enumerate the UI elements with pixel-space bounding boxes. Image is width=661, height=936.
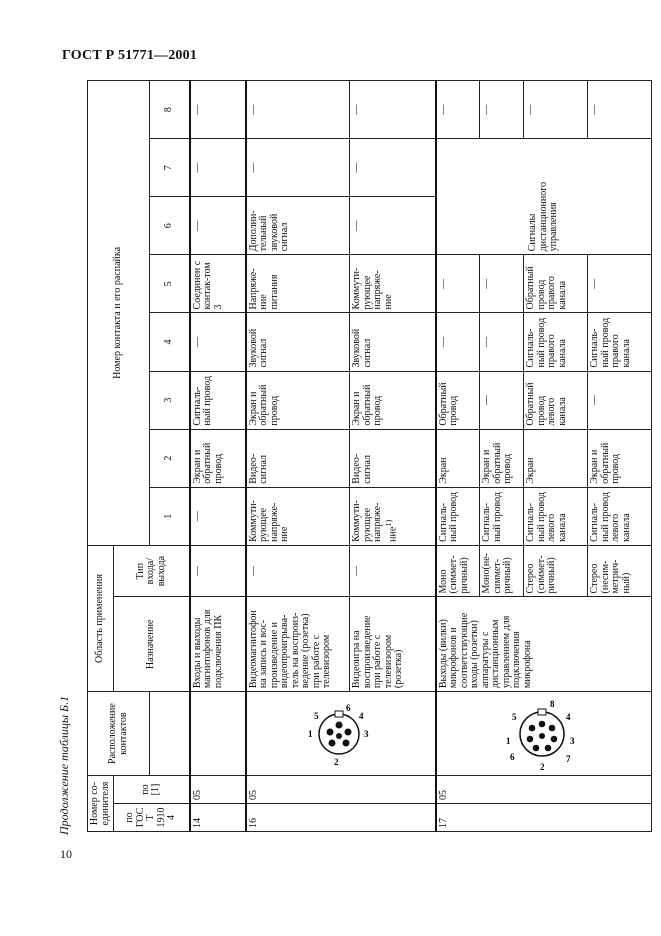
- pin-label: 8: [550, 698, 555, 709]
- cell-io-type: —: [190, 545, 246, 597]
- cell-c2: Экран: [524, 429, 588, 487]
- cell-c3: Обратный провод левого канала: [524, 371, 588, 429]
- cell-c3: Экран и обратный провод: [246, 371, 350, 429]
- cell-c2: Экран и обратный провод: [190, 429, 246, 487]
- cell-c8: —: [350, 81, 436, 139]
- cell-ref: 05: [190, 776, 246, 804]
- header-name: Назначение: [114, 597, 190, 692]
- cell-ref: 05: [246, 776, 436, 804]
- table-caption: Продолжение таблицы Б.1: [57, 695, 71, 835]
- cell-c3: —: [588, 371, 652, 429]
- header-contact-6: 6: [150, 197, 190, 255]
- cell-c7: —: [246, 139, 350, 197]
- cell-c1: Сигналь-ный провод: [436, 487, 480, 545]
- header-contact-7: 7: [150, 139, 190, 197]
- cell-c2: Экран и обратный провод: [480, 429, 524, 487]
- pin-label: 2: [333, 756, 339, 767]
- cell-name: Видеомагнитофон на запись и вос-произведение и видеопроигрыва-тель на воспроиз-ведение (розетка) при работе с телевизором: [246, 597, 350, 692]
- cell-connector: [246, 692, 436, 776]
- pin-label: 2: [540, 761, 545, 772]
- cell-c8: —: [246, 81, 350, 139]
- rotated-table-container: [87, 80, 632, 832]
- cell-c1: Сигналь-ный провод левого канала: [588, 487, 652, 545]
- header-io-type: Тип входа/выхода: [114, 545, 190, 597]
- cell-c1: [350, 487, 436, 545]
- c1-text: Коммути-рующее напряже-ние: [351, 500, 398, 542]
- page-header: ГОСТ Р 51771—2001: [62, 48, 198, 63]
- cell-gost: 17: [436, 804, 652, 832]
- cell-c3: Обратный провод: [436, 371, 480, 429]
- cell-c4: Звуковой сигнал: [246, 313, 350, 371]
- cell-c4: —: [480, 313, 524, 371]
- cell-connector: [190, 692, 246, 776]
- cell-c5: Обратный провод правого канала: [524, 255, 588, 313]
- cell-gost: 14: [190, 804, 246, 832]
- cell-c4: Сигналь-ный провод правого канала: [588, 313, 652, 371]
- cell-c6: —: [350, 197, 436, 255]
- cell-c6-c7-merged: Сигналы дистанционного управления: [436, 139, 652, 255]
- cell-c1: Сигналь-ный провод левого канала: [524, 487, 588, 545]
- pin-label: 3: [570, 735, 575, 746]
- pin-label: 1: [307, 728, 313, 739]
- cell-c8: —: [190, 81, 246, 139]
- cell-c5: —: [588, 255, 652, 313]
- cell-c8: —: [588, 81, 652, 139]
- cell-c3: —: [480, 371, 524, 429]
- pin-label: 5: [313, 710, 319, 721]
- cell-io-type: —: [246, 545, 350, 597]
- cell-c3: Сигналь-ный провод: [190, 371, 246, 429]
- header-contact-5: 5: [150, 255, 190, 313]
- cell-c8: —: [524, 81, 588, 139]
- connector-table: [87, 80, 652, 832]
- header-connector-number: Номер со-единителя: [88, 776, 114, 832]
- cell-c6: Дополни-тельный звуковой сигнал: [246, 197, 350, 255]
- cell-io-type: Стерео (несим-метрич-ный): [588, 545, 652, 597]
- page-number: 10: [60, 847, 72, 861]
- cell-io-type: Моно (симмет-ричный): [436, 545, 480, 597]
- cell-c6: —: [190, 197, 246, 255]
- cell-io-type: Стерео (симмет-ричный): [524, 545, 588, 597]
- cell-c2: Видео-сигнал: [246, 429, 350, 487]
- cell-name: Выходы (вилки) микрофонов и соответствующие входы (розетки) аппаратуры с дистанционным управлением для подключения микрофона: [436, 597, 652, 692]
- cell-c4: —: [436, 313, 480, 371]
- cell-c2: Видео-сигнал: [350, 429, 436, 487]
- header-contact-4: 4: [150, 313, 190, 371]
- header-contact-layout: Расположение контактов: [88, 692, 150, 776]
- pin-label: 7: [566, 753, 571, 764]
- pin-label: 4: [358, 710, 364, 721]
- header-by-ref: по [1]: [114, 776, 190, 804]
- header-contact-8: 8: [150, 81, 190, 139]
- header-by-gost: по ГОСТ 19104: [114, 804, 190, 832]
- cell-c7: —: [190, 139, 246, 197]
- cell-c1: Коммути-рующее напряже-ние: [246, 487, 350, 545]
- cell-io-type: —: [350, 545, 436, 597]
- cell-gost: 16: [246, 804, 436, 832]
- pin-label: 3: [363, 728, 369, 739]
- header-contact-layout-blank: [150, 692, 190, 776]
- cell-ref: 05: [436, 776, 652, 804]
- header-application-area: Область применения: [88, 545, 114, 691]
- cell-c2: Экран и обратный провод: [588, 429, 652, 487]
- header-contact-2: 2: [150, 429, 190, 487]
- cell-c4: Звуковой сигнал: [350, 313, 436, 371]
- cell-c8: —: [480, 81, 524, 139]
- pin-label: 6: [510, 751, 515, 762]
- cell-c4: Сигналь-ный провод правого канала: [524, 313, 588, 371]
- table-row-16: [246, 81, 350, 832]
- cell-connector: [436, 692, 652, 776]
- din-6-pin-connector-icon: [304, 699, 374, 769]
- cell-c1: Сигналь-ный провод: [480, 487, 524, 545]
- header-contact-1: 1: [150, 487, 190, 545]
- cell-c3: Экран и обратный провод: [350, 371, 436, 429]
- pin-label: 5: [512, 711, 517, 722]
- cell-c4: —: [190, 313, 246, 371]
- cell-name: Входы и выходы магнитофонов для подключения ПК: [190, 597, 246, 692]
- cell-name: Видеоигра на воспроизведение при работе с телевизором (розетка): [350, 597, 436, 692]
- cell-io-type: Моно(не-симмет-ричный): [480, 545, 524, 597]
- header-contact-3: 3: [150, 371, 190, 429]
- cell-c5: Соединен с контак-том 3: [190, 255, 246, 313]
- cell-c5: Напряже-ние питания: [246, 255, 350, 313]
- pin-label: 4: [566, 711, 571, 722]
- pin-label: 6: [345, 702, 351, 713]
- cell-c7: —: [350, 139, 436, 197]
- footnote-mark: 1): [383, 519, 393, 527]
- table-row-14: [190, 81, 246, 832]
- din-8-pin-connector-icon: [504, 696, 580, 772]
- cell-c2: Экран: [436, 429, 480, 487]
- cell-c5: Коммути-рующее напряже-ние: [350, 255, 436, 313]
- table-row-17: [436, 81, 480, 832]
- cell-c5: —: [480, 255, 524, 313]
- cell-c8: —: [436, 81, 480, 139]
- header-contact-number: Номер контакта и его распайка: [88, 81, 150, 546]
- cell-c1: —: [190, 487, 246, 545]
- pin-label: 1: [506, 735, 511, 746]
- cell-c5: —: [436, 255, 480, 313]
